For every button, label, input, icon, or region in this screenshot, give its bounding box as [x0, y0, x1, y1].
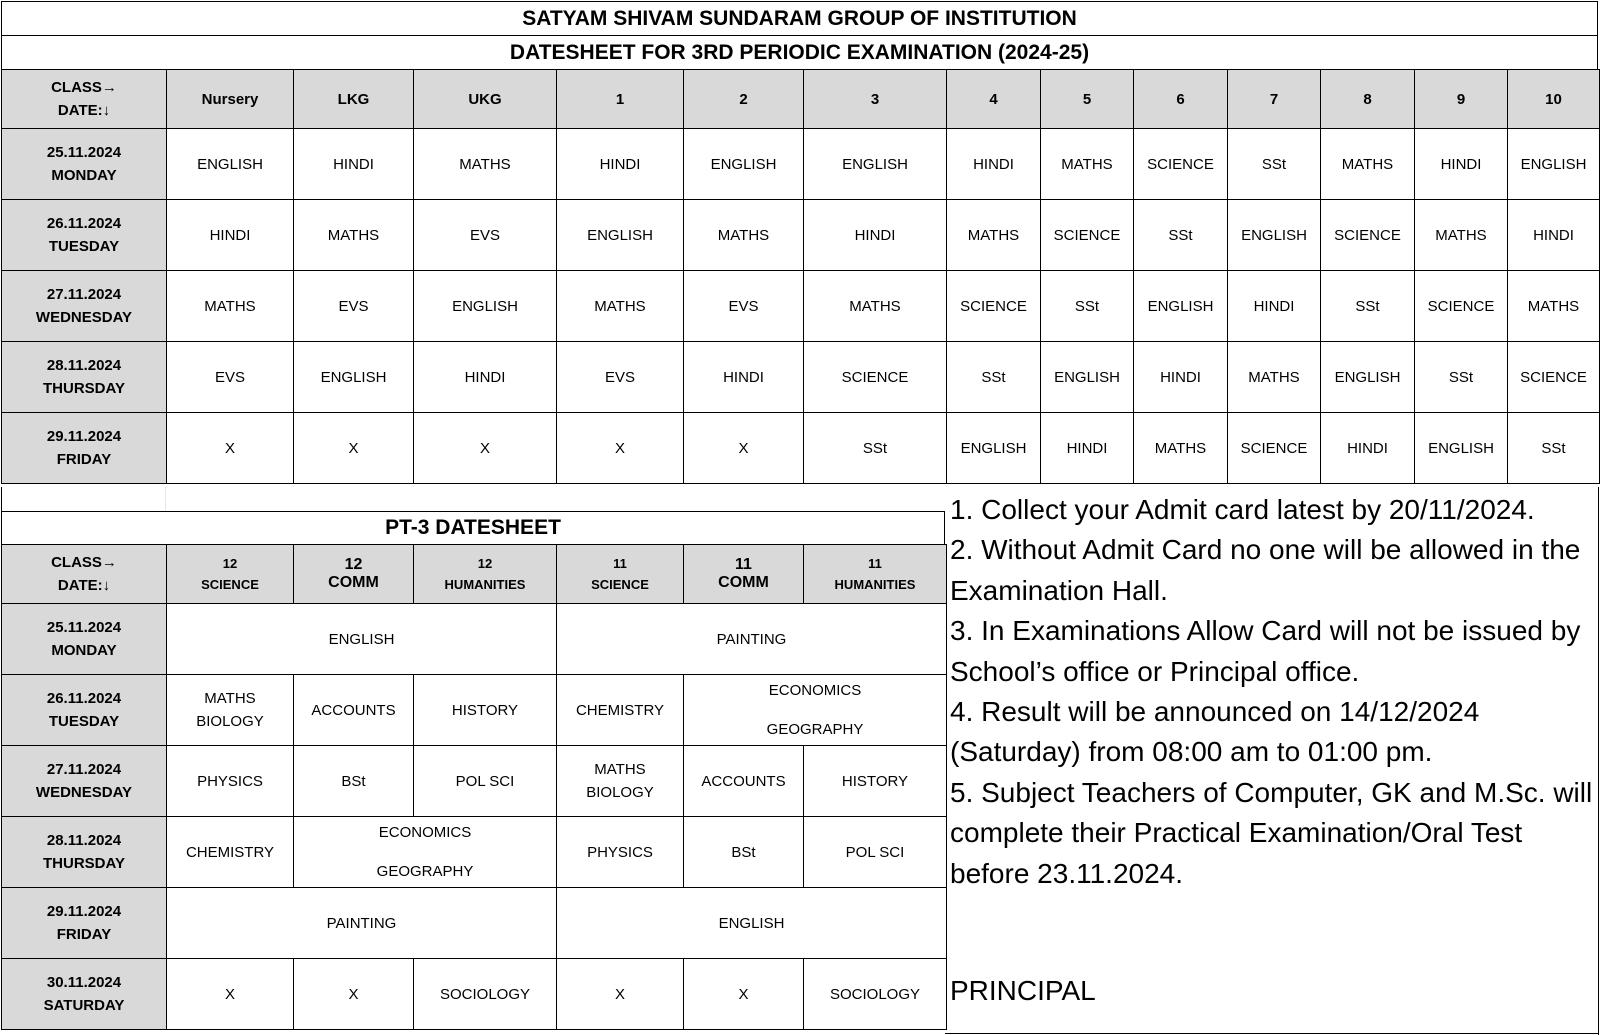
- subject-cell: SCIENCE: [1508, 342, 1600, 413]
- class-header: 6: [1134, 70, 1228, 129]
- main-datesheet-table: [1, 69, 1600, 484]
- subject-cell: ENGLISH: [167, 604, 557, 675]
- subject-cell: POL SCI: [414, 746, 557, 817]
- subject-cell: CHEMISTRY: [557, 675, 684, 746]
- subject-cell: ACCOUNTS: [294, 675, 414, 746]
- subject-cell: ENGLISH: [1228, 200, 1321, 271]
- subject-cell: X: [294, 413, 414, 484]
- class-header: 4: [947, 70, 1041, 129]
- subject-cell: ENGLISH: [1321, 342, 1415, 413]
- subject-cell: X: [167, 413, 294, 484]
- subject-cell: HINDI: [294, 129, 414, 200]
- subject-cell: POL SCI: [804, 817, 947, 888]
- date-cell: 28.11.2024 THURSDAY: [2, 342, 167, 413]
- subject-cell: X: [167, 959, 294, 1030]
- subject-cell: MATHS: [1228, 342, 1321, 413]
- subject-cell: SSt: [1415, 342, 1508, 413]
- class-header: 2: [684, 70, 804, 129]
- subject-cell: ENGLISH: [947, 413, 1041, 484]
- class-header: UKG: [414, 70, 557, 129]
- instruction-item: 4. Result will be announced on 14/12/2024 (Saturday) from 08:00 am to 01:00 pm.: [950, 696, 1480, 768]
- class-header: 3: [804, 70, 947, 129]
- class-header: 9: [1415, 70, 1508, 129]
- class-header: 7: [1228, 70, 1321, 129]
- subject-cell: X: [557, 413, 684, 484]
- subject-cell: HINDI: [684, 342, 804, 413]
- pt3-title: PT-3 DATESHEET: [1, 511, 945, 544]
- subject-cell: HINDI: [167, 200, 294, 271]
- date-row: [2, 342, 1600, 413]
- subject-cell: EVS: [414, 200, 557, 271]
- subject-cell: SCIENCE: [1134, 129, 1228, 200]
- date-row: [2, 413, 1600, 484]
- subject-cell: HINDI: [1041, 413, 1134, 484]
- pt3-class-header: 11 HUMANITIES: [804, 545, 947, 604]
- pt3-row: [2, 959, 947, 1030]
- pt3-datesheet-table: [1, 544, 947, 1030]
- subject-cell: SSt: [1228, 129, 1321, 200]
- subject-cell: ENGLISH: [557, 888, 947, 959]
- instructions-list: [950, 490, 1595, 894]
- subject-cell: MATHS: [1508, 271, 1600, 342]
- subject-cell: HINDI: [804, 200, 947, 271]
- subject-cell: MATHS: [557, 271, 684, 342]
- subject-cell: ACCOUNTS: [684, 746, 804, 817]
- subject-cell: HISTORY: [414, 675, 557, 746]
- class-header: LKG: [294, 70, 414, 129]
- subject-cell: ENGLISH: [1508, 129, 1600, 200]
- date-cell: 30.11.2024 SATURDAY: [2, 959, 167, 1030]
- subject-cell: ENGLISH: [804, 129, 947, 200]
- date-cell: 26.11.2024 TUESDAY: [2, 675, 167, 746]
- subject-cell: HINDI: [1508, 200, 1600, 271]
- date-row: [2, 200, 1600, 271]
- pt3-class-header: 11 SCIENCE: [557, 545, 684, 604]
- subject-cell: ENGLISH: [1415, 413, 1508, 484]
- subject-cell: ENGLISH: [1041, 342, 1134, 413]
- class-header: 8: [1321, 70, 1415, 129]
- subject-cell: HINDI: [1321, 413, 1415, 484]
- date-cell: 27.11.2024 WEDNESDAY: [2, 746, 167, 817]
- subject-cell: CHEMISTRY: [167, 817, 294, 888]
- subject-cell: PAINTING: [167, 888, 557, 959]
- pt3-class-header-row: [2, 545, 947, 604]
- subject-cell: SCIENCE: [1321, 200, 1415, 271]
- subject-cell: SSt: [947, 342, 1041, 413]
- class-header: Nursery: [167, 70, 294, 129]
- subject-cell: MATHS: [1415, 200, 1508, 271]
- pt3-class-header: 12 SCIENCE: [167, 545, 294, 604]
- subject-cell: ECONOMICS GEOGRAPHY: [684, 675, 947, 746]
- date-cell: 29.11.2024 FRIDAY: [2, 888, 167, 959]
- pt3-row: [2, 675, 947, 746]
- class-header: 5: [1041, 70, 1134, 129]
- class-date-corner: CLASS→ DATE:↓: [2, 70, 167, 129]
- date-cell: 28.11.2024 THURSDAY: [2, 817, 167, 888]
- subject-cell: SSt: [1508, 413, 1600, 484]
- subject-cell: X: [684, 413, 804, 484]
- subject-cell: ENGLISH: [684, 129, 804, 200]
- pt3-class-header: 12 COMM: [294, 545, 414, 604]
- subject-cell: X: [557, 959, 684, 1030]
- subject-cell: X: [294, 959, 414, 1030]
- subject-cell: ENGLISH: [167, 129, 294, 200]
- date-row: [2, 271, 1600, 342]
- subject-cell: SOCIOLOGY: [414, 959, 557, 1030]
- subject-cell: SSt: [1321, 271, 1415, 342]
- subject-cell: HINDI: [414, 342, 557, 413]
- subject-cell: ENGLISH: [294, 342, 414, 413]
- subject-cell: MATHS BIOLOGY: [557, 746, 684, 817]
- class-header: 10: [1508, 70, 1600, 129]
- subject-cell: SSt: [1134, 200, 1228, 271]
- spacer-divider: [165, 487, 945, 511]
- subject-cell: EVS: [557, 342, 684, 413]
- subject-cell: HINDI: [1134, 342, 1228, 413]
- pt3-class-header: 11 COMM: [684, 545, 804, 604]
- subject-cell: ENGLISH: [557, 200, 684, 271]
- pt3-row: [2, 888, 947, 959]
- subject-cell: SCIENCE: [1228, 413, 1321, 484]
- right-border: [1598, 487, 1599, 1035]
- subject-cell: HINDI: [557, 129, 684, 200]
- subject-cell: MATHS: [294, 200, 414, 271]
- subject-cell: HINDI: [947, 129, 1041, 200]
- subject-cell: EVS: [684, 271, 804, 342]
- subject-cell: BSt: [684, 817, 804, 888]
- subject-cell: MATHS: [1321, 129, 1415, 200]
- subject-cell: EVS: [294, 271, 414, 342]
- date-cell: 26.11.2024 TUESDAY: [2, 200, 167, 271]
- subject-cell: MATHS: [414, 129, 557, 200]
- subject-cell: ECONOMICS GEOGRAPHY: [294, 817, 557, 888]
- class-date-corner: CLASS→ DATE:↓: [2, 545, 167, 604]
- subject-cell: EVS: [167, 342, 294, 413]
- subject-cell: SCIENCE: [1415, 271, 1508, 342]
- principal-signature-label: PRINCIPAL: [950, 975, 1096, 1006]
- date-cell: 29.11.2024 FRIDAY: [2, 413, 167, 484]
- date-row: [2, 129, 1600, 200]
- subject-cell: MATHS: [1041, 129, 1134, 200]
- instruction-item: 5. Subject Teachers of Computer, GK and M.Sc. will complete their Practical Examination/Oral Test before 23.11.2024.: [950, 776, 1593, 889]
- subject-cell: HINDI: [1415, 129, 1508, 200]
- subject-cell: PAINTING: [557, 604, 947, 675]
- subject-cell: ENGLISH: [414, 271, 557, 342]
- subject-cell: BSt: [294, 746, 414, 817]
- datesheet-title: DATESHEET FOR 3RD PERIODIC EXAMINATION (2024-25): [1, 35, 1598, 69]
- instruction-item: 2. Without Admit Card no one will be allowed in the Examination Hall.: [950, 534, 1581, 606]
- subject-cell: MATHS: [684, 200, 804, 271]
- subject-cell: MATHS: [1134, 413, 1228, 484]
- subject-cell: MATHS: [167, 271, 294, 342]
- subject-cell: SCIENCE: [1041, 200, 1134, 271]
- subject-cell: HISTORY: [804, 746, 947, 817]
- instruction-item: 1. Collect your Admit card latest by 20/11/2024.: [950, 494, 1535, 525]
- subject-cell: PHYSICS: [557, 817, 684, 888]
- class-header: 1: [557, 70, 684, 129]
- pt3-row: [2, 817, 947, 888]
- subject-cell: SSt: [1041, 271, 1134, 342]
- subject-cell: SCIENCE: [804, 342, 947, 413]
- subject-cell: X: [414, 413, 557, 484]
- subject-cell: MATHS: [804, 271, 947, 342]
- subject-cell: MATHS BIOLOGY: [167, 675, 294, 746]
- class-header-row: [2, 70, 1600, 129]
- subject-cell: HINDI: [1228, 271, 1321, 342]
- institution-title: SATYAM SHIVAM SUNDARAM GROUP OF INSTITUTION: [1, 1, 1598, 35]
- subject-cell: PHYSICS: [167, 746, 294, 817]
- subject-cell: MATHS: [947, 200, 1041, 271]
- subject-cell: SSt: [804, 413, 947, 484]
- pt3-class-header: 12 HUMANITIES: [414, 545, 557, 604]
- subject-cell: SOCIOLOGY: [804, 959, 947, 1030]
- date-cell: 25.11.2024 MONDAY: [2, 129, 167, 200]
- subject-cell: SCIENCE: [947, 271, 1041, 342]
- instruction-item: 3. In Examinations Allow Card will not be issued by School’s office or Principal office.: [950, 615, 1581, 687]
- date-cell: 25.11.2024 MONDAY: [2, 604, 167, 675]
- subject-cell: ENGLISH: [1134, 271, 1228, 342]
- bottom-border: [945, 1033, 1599, 1034]
- pt3-row: [2, 604, 947, 675]
- subject-cell: X: [684, 959, 804, 1030]
- date-cell: 27.11.2024 WEDNESDAY: [2, 271, 167, 342]
- pt3-row: [2, 746, 947, 817]
